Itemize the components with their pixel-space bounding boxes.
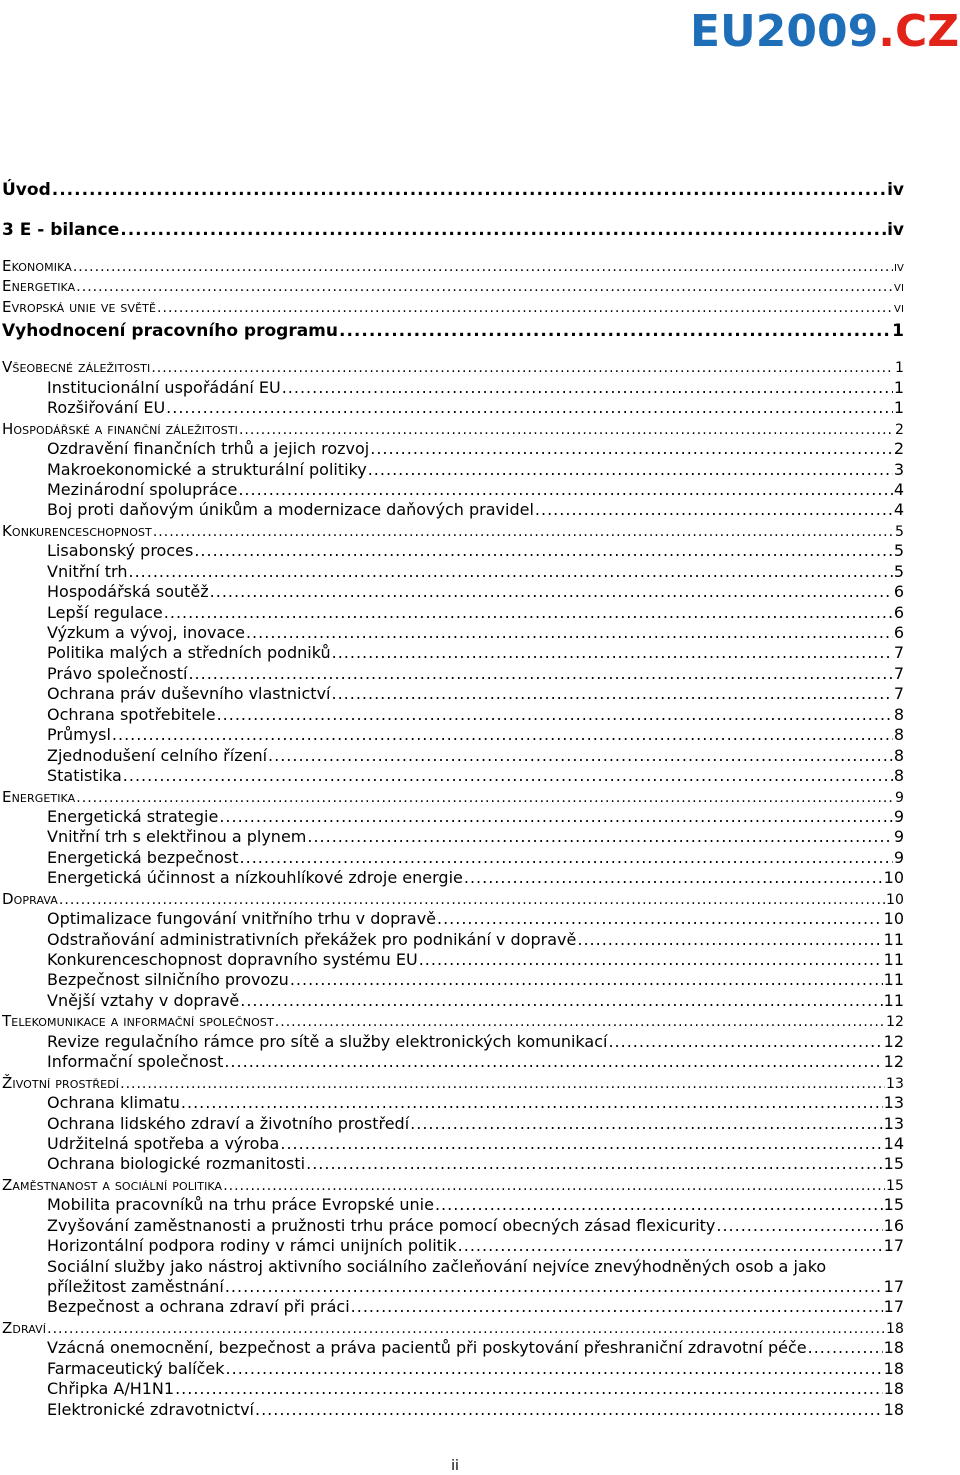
toc-entry-page: 1 bbox=[892, 321, 904, 342]
toc-entry-page: 18 bbox=[885, 1320, 904, 1337]
toc-entry-label: Konkurenceschopnost bbox=[2, 521, 152, 540]
toc-entry-page: 13 bbox=[883, 1093, 904, 1113]
toc-entry-page: 13 bbox=[885, 1075, 904, 1092]
toc-entry-page: 5 bbox=[894, 523, 904, 540]
toc-leader-dots bbox=[52, 176, 886, 204]
toc-entry-page: 2 bbox=[893, 439, 904, 459]
toc-leader-dots bbox=[76, 277, 893, 296]
toc-entry[interactable] bbox=[2, 276, 904, 296]
toc-entry[interactable] bbox=[2, 500, 904, 520]
toc-entry[interactable] bbox=[2, 439, 904, 459]
toc-entry-page: 18 bbox=[883, 1358, 904, 1378]
toc-entry-label: Vnější vztahy v dopravě bbox=[47, 990, 240, 1010]
toc-entry-label: Bezpečnost silničního provozu bbox=[47, 970, 289, 990]
toc-entry-label: Ochrana spotřebitele bbox=[47, 704, 216, 724]
toc-entry[interactable] bbox=[2, 1134, 904, 1154]
toc-entry-label: Úvod bbox=[2, 180, 51, 200]
toc-leader-dots bbox=[164, 603, 893, 623]
toc-entry-page: iv bbox=[887, 220, 904, 240]
toc-entry-page: 18 bbox=[883, 1338, 904, 1358]
toc-entry[interactable] bbox=[2, 1011, 904, 1031]
toc-leader-dots bbox=[419, 950, 883, 970]
toc-leader-dots bbox=[188, 664, 892, 684]
toc-entry-label: Právo společností bbox=[47, 663, 188, 683]
toc-entry-page: 17 bbox=[883, 1236, 904, 1256]
toc-entry-page: vi bbox=[894, 279, 904, 296]
toc-entry[interactable] bbox=[2, 541, 904, 561]
toc-entry-label: Farmaceutický balíček bbox=[47, 1358, 225, 1378]
toc-entry-label: Životní prostředí bbox=[2, 1073, 120, 1092]
toc-entry-page: 7 bbox=[893, 663, 904, 683]
toc-entry-label: Lepší regulace bbox=[47, 602, 163, 622]
toc-leader-dots bbox=[608, 1032, 882, 1052]
toc-entry-label: Revize regulačního rámce pro sítě a služby elektronických komunikací bbox=[47, 1031, 608, 1051]
toc-leader-dots bbox=[59, 890, 885, 909]
toc-leader-dots bbox=[194, 541, 892, 561]
toc-entry[interactable] bbox=[2, 623, 904, 643]
toc-entry-page: 6 bbox=[893, 623, 904, 642]
toc-entry[interactable] bbox=[2, 746, 904, 766]
toc-entry-page: 12 bbox=[883, 1031, 904, 1051]
toc-entry[interactable] bbox=[2, 848, 904, 868]
toc-entry-page: 15 bbox=[883, 1195, 904, 1215]
toc-entry-label: Udržitelná spotřeba a výroba bbox=[47, 1133, 280, 1153]
toc-entry-page: 16 bbox=[883, 1215, 904, 1235]
toc-entry[interactable] bbox=[2, 460, 904, 480]
toc-entry-label: Ochrana biologické rozmanitosti bbox=[47, 1154, 306, 1174]
toc-leader-dots bbox=[255, 1400, 883, 1420]
toc-entry-page: 6 bbox=[893, 602, 904, 622]
toc-leader-dots bbox=[410, 1114, 883, 1134]
toc-entry-label: příležitost zaměstnání bbox=[47, 1277, 224, 1296]
toc-leader-dots bbox=[239, 420, 894, 439]
toc-leader-dots bbox=[280, 1134, 882, 1154]
toc-entry-label: Ochrana lidského zdraví a životního prostředí bbox=[47, 1113, 410, 1133]
toc-entry-page: 10 bbox=[885, 891, 904, 908]
toc-entry-label: Boj proti daňovým únikům a modernizace daňových pravidel bbox=[47, 500, 534, 520]
toc-entry-page: 6 bbox=[893, 582, 904, 602]
toc-entry-label: Vyhodnocení pracovního programu bbox=[2, 321, 338, 342]
toc-entry-label: Elektronické zdravotnictví bbox=[47, 1399, 254, 1419]
toc-leader-dots bbox=[47, 1319, 885, 1338]
toc-entry[interactable] bbox=[2, 378, 904, 398]
toc-entry-label: Vzácná onemocnění, bezpečnost a práva pacientů při poskytování přeshraniční zdravotní péče bbox=[47, 1338, 807, 1358]
toc-entry[interactable] bbox=[2, 868, 904, 888]
toc-entry[interactable] bbox=[2, 603, 904, 623]
toc-entry[interactable] bbox=[2, 317, 904, 357]
toc-leader-dots bbox=[307, 827, 892, 847]
toc-entry[interactable] bbox=[2, 1032, 904, 1052]
toc-entry-page: 1 bbox=[893, 377, 904, 397]
toc-entry-label: Ozdravění finančních trhů a jejich rozvoj bbox=[47, 439, 370, 459]
toc-entry-page: 10 bbox=[883, 868, 904, 888]
toc-entry-page: 5 bbox=[893, 541, 904, 561]
toc-entry[interactable] bbox=[2, 1195, 904, 1215]
toc-leader-dots bbox=[246, 623, 893, 643]
toc-entry-page: 13 bbox=[883, 1113, 904, 1133]
toc-entry-label: Energetická účinnost a nízkouhlíkové zdroje energie bbox=[47, 868, 463, 888]
toc-entry[interactable] bbox=[2, 991, 904, 1011]
toc-entry[interactable] bbox=[2, 827, 904, 847]
toc-entry-page: 15 bbox=[885, 1177, 904, 1194]
toc-entry-page: 14 bbox=[883, 1133, 904, 1153]
toc-leader-dots bbox=[716, 1216, 882, 1236]
toc-entry[interactable] bbox=[2, 1338, 904, 1358]
toc-entry[interactable] bbox=[2, 1114, 904, 1134]
toc-entry-page: 5 bbox=[893, 561, 904, 581]
toc-leader-dots bbox=[435, 1195, 883, 1215]
toc-entry[interactable] bbox=[2, 1257, 904, 1277]
toc-leader-dots bbox=[339, 317, 891, 345]
toc-leader-dots bbox=[223, 1176, 885, 1195]
toc-leader-dots bbox=[128, 562, 892, 582]
toc-entry-label: Ekonomika bbox=[2, 257, 72, 275]
toc-entry-label: Hospodářská soutěž bbox=[47, 582, 209, 602]
toc-entry-label: Optimalizace fungování vnitřního trhu v dopravě bbox=[47, 909, 436, 929]
toc-entry-page: 11 bbox=[883, 929, 904, 949]
toc-entry[interactable] bbox=[2, 1379, 904, 1399]
toc-entry-page: 12 bbox=[883, 1052, 904, 1072]
toc-entry-page: 10 bbox=[883, 909, 904, 929]
toc-entry-label: Odstraňování administrativních překážek pro podnikání v dopravě bbox=[47, 929, 577, 949]
toc-entry-label: Horizontální podpora rodiny v rámci unijních politik bbox=[47, 1236, 457, 1256]
toc-leader-dots bbox=[175, 1379, 883, 1399]
toc-entry[interactable] bbox=[2, 357, 904, 377]
toc-entry-page: 17 bbox=[883, 1277, 904, 1296]
toc-leader-dots bbox=[120, 216, 886, 244]
toc-entry-page: 12 bbox=[885, 1014, 904, 1031]
toc-entry-page: 4 bbox=[893, 479, 904, 499]
toc-leader-dots bbox=[240, 991, 882, 1011]
toc-entry-label: Výzkum a vývoj, inovace bbox=[47, 623, 245, 642]
toc-entry-label: Chřipka A/H1N1 bbox=[47, 1379, 175, 1399]
toc-leader-dots bbox=[275, 1012, 885, 1031]
toc-entry-label: Hospodářské a finanční záležitosti bbox=[2, 419, 238, 438]
toc-entry[interactable] bbox=[2, 216, 904, 256]
toc-entry-label: Politika malých a středních podniků bbox=[47, 643, 331, 663]
toc-entry[interactable] bbox=[2, 1236, 904, 1256]
toc-entry-page: 1 bbox=[893, 398, 904, 418]
toc-entry[interactable] bbox=[2, 1175, 904, 1195]
toc-entry[interactable] bbox=[2, 1073, 904, 1093]
toc-entry-page: iv bbox=[894, 259, 904, 275]
toc-leader-dots bbox=[123, 766, 893, 786]
toc-leader-dots bbox=[368, 460, 893, 480]
toc-leader-dots bbox=[217, 705, 893, 725]
toc-entry[interactable] bbox=[2, 176, 904, 216]
toc-leader-dots bbox=[240, 848, 893, 868]
toc-entry-page: 8 bbox=[893, 704, 904, 724]
toc-entry-label: Institucionální uspořádání EU bbox=[47, 377, 281, 397]
logo-text-cz: .CZ bbox=[878, 6, 960, 57]
toc-entry-label: Zvyšování zaměstnanosti a pružnosti trhu práce pomocí obecných zásad flexicurity bbox=[47, 1215, 716, 1235]
toc-leader-dots bbox=[219, 807, 892, 827]
toc-leader-dots bbox=[153, 522, 894, 541]
toc-leader-dots bbox=[112, 725, 893, 745]
toc-entry[interactable] bbox=[2, 807, 904, 827]
toc-entry-page: 2 bbox=[894, 421, 904, 438]
toc-entry-page: 17 bbox=[883, 1297, 904, 1317]
toc-entry-label: Energetická bezpečnost bbox=[47, 847, 239, 867]
toc-entry-label: Všeobecné záležitosti bbox=[2, 358, 151, 377]
toc-leader-dots bbox=[370, 439, 893, 459]
toc-leader-dots bbox=[151, 358, 894, 377]
toc-entry-label: Bezpečnost a ochrana zdraví při práci bbox=[47, 1297, 350, 1317]
toc-leader-dots bbox=[282, 378, 893, 398]
toc-entry-page: 8 bbox=[893, 745, 904, 765]
toc-entry[interactable] bbox=[2, 582, 904, 602]
toc-entry-label: Energetická strategie bbox=[47, 806, 219, 826]
toc-entry-page: 1 bbox=[894, 360, 904, 377]
toc-entry-label: Zjednodušení celního řízení bbox=[47, 745, 268, 765]
toc-entry[interactable] bbox=[2, 562, 904, 582]
toc-leader-dots bbox=[238, 480, 892, 500]
toc-leader-dots bbox=[290, 970, 883, 990]
toc-leader-dots bbox=[437, 909, 883, 929]
toc-entry[interactable] bbox=[2, 664, 904, 684]
toc-leader-dots bbox=[458, 1236, 883, 1256]
toc-entry[interactable] bbox=[2, 909, 904, 929]
toc-entry[interactable] bbox=[2, 1093, 904, 1113]
logo-text-eu2009: EU2009 bbox=[690, 6, 879, 57]
toc-leader-dots bbox=[210, 582, 893, 602]
toc-entry-label: Ochrana klimatu bbox=[47, 1093, 180, 1113]
toc-leader-dots bbox=[157, 298, 893, 317]
toc-entry-page: iv bbox=[887, 180, 904, 200]
toc-leader-dots bbox=[808, 1338, 883, 1358]
toc-entry[interactable] bbox=[2, 643, 904, 663]
toc-entry[interactable] bbox=[2, 1297, 904, 1317]
toc-entry-page: 9 bbox=[893, 806, 904, 826]
toc-entry[interactable] bbox=[2, 889, 904, 909]
toc-entry-page: 11 bbox=[883, 950, 904, 969]
toc-entry-label: Zdraví bbox=[2, 1318, 47, 1337]
toc-entry-page: 3 bbox=[893, 459, 904, 479]
toc-leader-dots bbox=[351, 1297, 883, 1317]
toc-entry-label: Doprava bbox=[2, 889, 58, 908]
toc-entry-label: Konkurenceschopnost dopravního systému EU bbox=[47, 950, 418, 969]
toc-entry-page: 7 bbox=[893, 684, 904, 704]
toc-leader-dots bbox=[166, 398, 893, 418]
toc-leader-dots bbox=[76, 788, 894, 807]
toc-entry-page: 11 bbox=[883, 990, 904, 1010]
toc-entry[interactable] bbox=[2, 1277, 904, 1297]
toc-entry-label: Informační společnost bbox=[47, 1052, 224, 1072]
toc-entry[interactable] bbox=[2, 480, 904, 500]
toc-leader-dots bbox=[224, 1052, 882, 1072]
toc-entry-label: Sociální služby jako nástroj aktivního sociálního začleňování nejvíce znevýhodněných osob a jako bbox=[47, 1256, 827, 1276]
toc-entry[interactable] bbox=[2, 787, 904, 807]
toc-entry[interactable] bbox=[2, 1154, 904, 1174]
toc-entry[interactable] bbox=[2, 1318, 904, 1338]
toc-entry-label: Lisabonský proces bbox=[47, 541, 194, 561]
toc-leader-dots bbox=[120, 1074, 885, 1093]
toc-entry[interactable] bbox=[2, 256, 904, 276]
toc-entry-label: Mezinárodní spolupráce bbox=[47, 479, 238, 499]
toc-leader-dots bbox=[225, 1277, 883, 1297]
toc-entry-label: Telekomunikace a informační společnost bbox=[2, 1012, 274, 1031]
toc-entry[interactable] bbox=[2, 684, 904, 704]
toc-entry-page: 8 bbox=[893, 766, 904, 786]
toc-leader-dots bbox=[73, 257, 893, 276]
toc-entry-page: vi bbox=[894, 299, 904, 316]
table-of-contents bbox=[2, 176, 904, 1420]
toc-entry-label: Evropská unie ve světě bbox=[2, 297, 157, 316]
toc-leader-dots bbox=[332, 643, 893, 663]
toc-entry[interactable] bbox=[2, 1359, 904, 1379]
toc-leader-dots bbox=[306, 1154, 883, 1174]
toc-leader-dots bbox=[331, 684, 892, 704]
toc-entry-page: 7 bbox=[893, 643, 904, 663]
toc-entry[interactable] bbox=[2, 970, 904, 990]
toc-leader-dots bbox=[226, 1359, 883, 1379]
toc-entry-label: Statistika bbox=[47, 766, 122, 786]
toc-entry[interactable] bbox=[2, 950, 904, 970]
toc-leader-dots bbox=[181, 1093, 883, 1113]
eu2009-logo bbox=[690, 6, 960, 57]
toc-entry-page: 11 bbox=[883, 970, 904, 990]
toc-entry[interactable] bbox=[2, 930, 904, 950]
page-number: ii bbox=[451, 1458, 459, 1474]
toc-entry-label: Rozšiřování EU bbox=[47, 398, 166, 418]
toc-leader-dots bbox=[464, 868, 883, 888]
toc-entry[interactable] bbox=[2, 1216, 904, 1236]
toc-entry-label: Makroekonomické a strukturální politiky bbox=[47, 459, 367, 479]
toc-entry-label: Vnitřní trh s elektřinou a plynem bbox=[47, 827, 307, 847]
toc-entry-label: Zaměstnanost a sociální politika bbox=[2, 1175, 223, 1194]
toc-entry[interactable] bbox=[2, 398, 904, 418]
toc-entry-page: 18 bbox=[883, 1399, 904, 1419]
toc-entry-page: 9 bbox=[894, 789, 904, 806]
toc-entry-label: Průmysl bbox=[47, 725, 111, 745]
toc-entry[interactable] bbox=[2, 1400, 904, 1420]
toc-entry[interactable] bbox=[2, 725, 904, 745]
toc-entry-label: Energetika bbox=[2, 277, 76, 296]
toc-entry[interactable] bbox=[2, 419, 904, 439]
toc-entry[interactable] bbox=[2, 297, 904, 317]
toc-leader-dots bbox=[268, 746, 893, 766]
toc-entry-page: 4 bbox=[893, 500, 904, 520]
toc-entry-label: Vnitřní trh bbox=[47, 561, 128, 581]
toc-entry-page: 9 bbox=[893, 827, 904, 847]
toc-leader-dots bbox=[535, 500, 893, 520]
toc-entry-label: Energetika bbox=[2, 787, 76, 806]
toc-leader-dots bbox=[577, 930, 882, 950]
toc-entry[interactable] bbox=[2, 521, 904, 541]
toc-entry-label: Ochrana práv duševního vlastnictví bbox=[47, 684, 331, 704]
toc-entry[interactable] bbox=[2, 1052, 904, 1072]
toc-entry-page: 15 bbox=[883, 1154, 904, 1174]
toc-entry-page: 18 bbox=[883, 1379, 904, 1399]
toc-entry[interactable] bbox=[2, 766, 904, 786]
toc-entry-page: 9 bbox=[893, 847, 904, 867]
toc-entry-label: Mobilita pracovníků na trhu práce Evropské unie bbox=[47, 1195, 434, 1215]
toc-entry-label: 3 E - bilance bbox=[2, 220, 120, 240]
toc-entry[interactable] bbox=[2, 705, 904, 725]
toc-entry-page: 8 bbox=[893, 725, 904, 745]
